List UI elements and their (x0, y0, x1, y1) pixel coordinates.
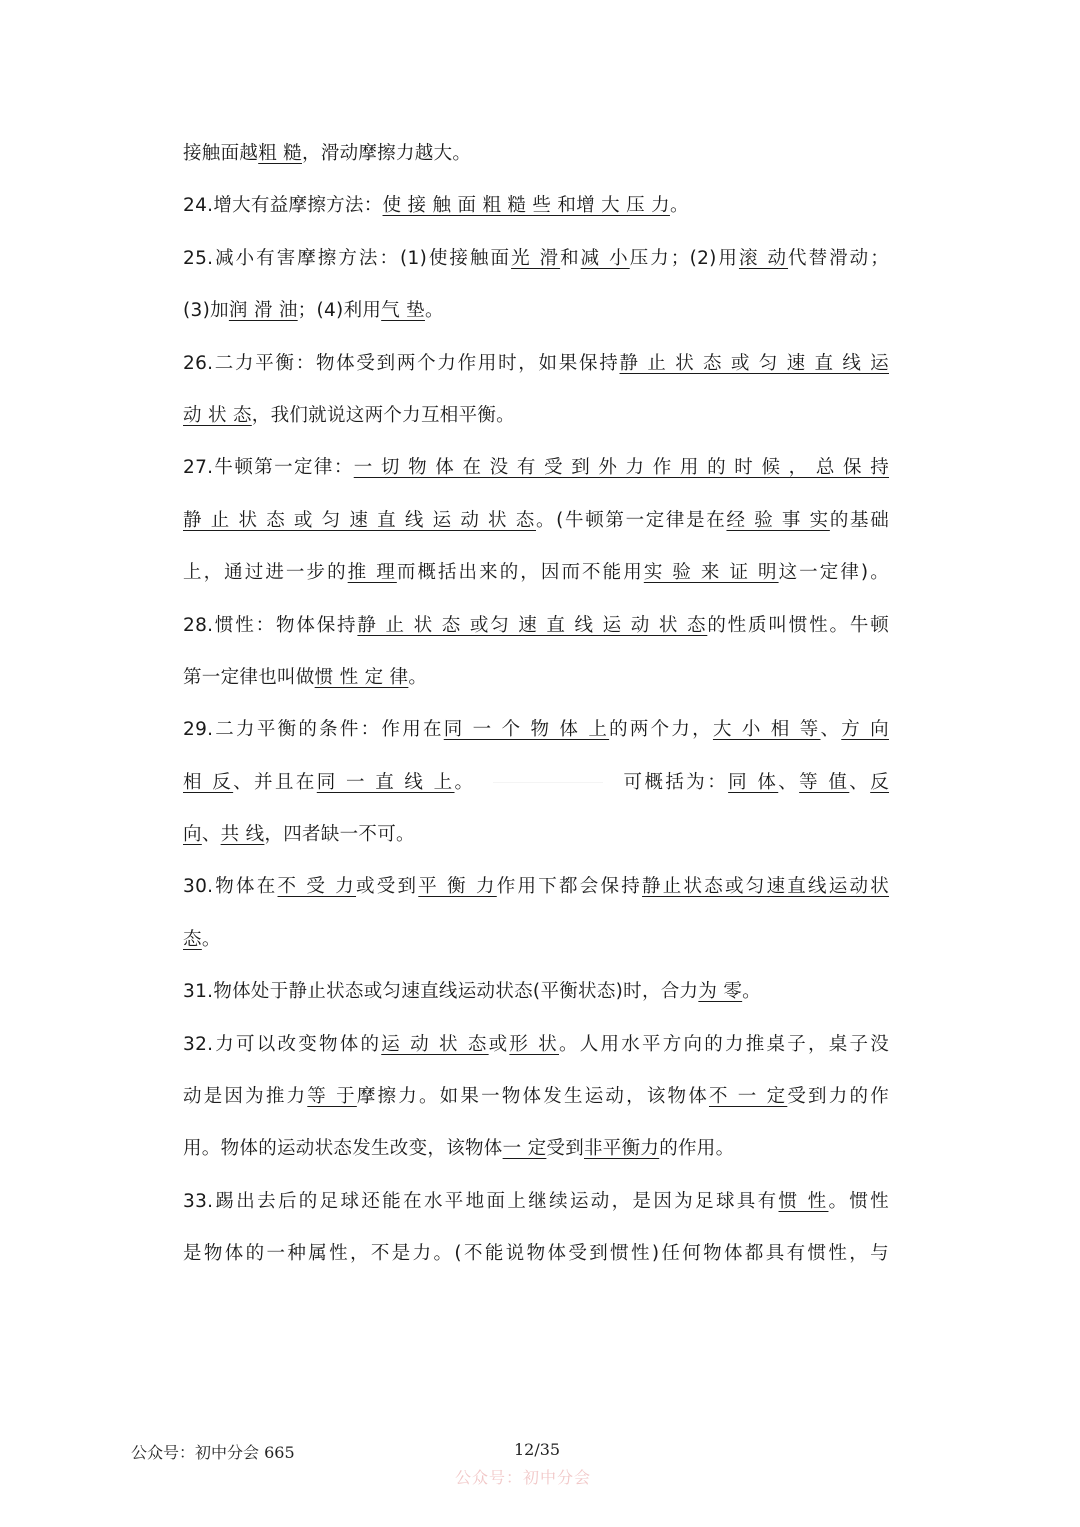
text-segment: 31.物体处于静止状态或匀速直线运动状态(平衡状态)时，合力 (183, 981, 699, 1003)
filled-answer: 惯 性 (778, 1190, 829, 1212)
text-line (183, 704, 889, 756)
text-line (183, 652, 889, 704)
text-segment: (3)加 (183, 300, 229, 322)
text-segment: 可概括为： (621, 771, 729, 793)
text-line (183, 1123, 889, 1175)
text-segment: 代替滑动； (788, 247, 890, 269)
filled-answer: 不 一 定 (708, 1086, 788, 1108)
filled-answer: 同 一 个 物 体 上 (443, 719, 610, 741)
filled-answer: 使 接 触 面 粗 糙 些 和增 大 压 力 (382, 195, 670, 217)
text-segment: 的基础 (829, 509, 889, 531)
filled-answer: 形 状 (509, 1033, 559, 1055)
text-segment: 第一定律也叫做 (183, 666, 315, 688)
text-segment: 作用下都会保持 (496, 876, 642, 898)
text-segment: 或受到 (356, 876, 419, 898)
text-segment: ，我们就说这两个力互相平衡。 (251, 404, 515, 426)
filled-answer: 反 (870, 771, 890, 793)
text-segment: 27.牛顿第一定律： (183, 457, 354, 479)
filled-answer: 运 动 状 态 (381, 1033, 489, 1055)
text-segment: 24.增大有益摩擦方法： (183, 195, 383, 217)
filled-answer: 非平衡力 (584, 1138, 660, 1160)
text-segment: 的作用。 (659, 1138, 735, 1160)
text-segment: 受到 (546, 1138, 584, 1160)
text-segment: ；(4)利用 (297, 300, 382, 322)
text-line (183, 1071, 889, 1123)
document-body (183, 128, 889, 1281)
filled-answer: 光 滑 (511, 247, 561, 269)
text-segment: 28.惯性：物体保持 (183, 614, 358, 636)
text-segment: 。人用水平方向的力推桌子，桌子没 (559, 1033, 889, 1055)
text-line (183, 128, 889, 180)
text-segment: ，滑动摩擦力越大。 (301, 143, 472, 164)
text-segment: 上，通过进一步的 (183, 562, 348, 584)
text-line (183, 233, 889, 285)
text-line (183, 809, 889, 861)
filled-answer: 静止状态或匀速直线运动状 (642, 876, 890, 898)
filled-answer: 共 线 (220, 824, 265, 846)
filled-answer: 实 验 来 证 明 (643, 562, 779, 584)
text-segment: 。(牛顿第一定律是在 (535, 509, 727, 531)
filled-answer: 态 (183, 928, 202, 950)
text-segment: 。 (669, 195, 689, 217)
filled-answer: 静 止 状 态 或 匀 速 直 线 运 动 状 态 (183, 509, 536, 531)
filled-answer: 惯 性 定 律 (314, 666, 409, 688)
text-segment: 用。物体的运动状态发生改变，该物体 (183, 1138, 503, 1160)
text-segment: 。 (424, 300, 444, 322)
text-line (183, 757, 889, 809)
text-line (183, 1019, 889, 1071)
filled-answer: 方 向 (841, 719, 889, 741)
text-line (183, 1228, 889, 1280)
text-segment: 和 (560, 247, 581, 269)
text-segment: 25.减小有害摩擦方法：(1)使接触面 (183, 247, 512, 269)
filled-answer: 减 小 (580, 247, 630, 269)
text-segment: 、并且在 (233, 771, 317, 793)
filled-answer: 粗 糙 (258, 143, 302, 164)
filled-answer: 滚 动 (739, 247, 789, 269)
text-segment: 26.二力平衡：物体受到两个力作用时，如果保持 (183, 352, 620, 374)
text-line (183, 285, 889, 337)
footer-account: 公众号：初中分会 665 (131, 1443, 295, 1462)
text-line (183, 861, 889, 913)
filled-answer: 向 (183, 824, 202, 846)
filled-answer: 大 小 相 等 (712, 719, 821, 741)
filled-answer: 等 值 (799, 771, 850, 793)
text-segment: 、 (820, 719, 842, 741)
text-line (183, 1176, 889, 1228)
filled-answer: 等 于 (307, 1086, 357, 1108)
text-segment: 30.物体在 (183, 876, 278, 898)
text-segment: 的性质叫惯性。牛顿 (707, 614, 890, 636)
text-segment: 29.二力平衡的条件：作用在 (183, 719, 444, 741)
filled-answer: 同 体 (728, 771, 779, 793)
blank-gap (493, 782, 603, 783)
filled-answer: 推 理 (347, 562, 397, 584)
text-segment: 。 (408, 666, 428, 688)
text-segment: 压力；(2)用 (629, 247, 739, 269)
text-segment: 。 (201, 928, 221, 950)
text-segment: 的两个力， (609, 719, 713, 741)
filled-answer: 同 一 直 线 上 (316, 771, 455, 793)
text-segment: 受到力的作 (787, 1086, 889, 1108)
text-segment: 32.力可以改变物体的 (183, 1033, 382, 1055)
text-segment: 。 (454, 771, 476, 793)
text-segment: 摩擦力。如果一物体发生运动，该物体 (356, 1086, 709, 1108)
filled-answer: 润 滑 油 (228, 300, 298, 322)
watermark-text: 公众号：初中分会 (455, 1468, 592, 1487)
filled-answer: 动 状 态 (183, 404, 252, 426)
text-segment: ，四者缺一不可。 (264, 824, 415, 846)
text-line (183, 495, 889, 547)
text-segment: 而概括出来的，因而不能用 (396, 562, 644, 584)
filled-answer: 相 反 (183, 771, 234, 793)
text-segment: 。惯性 (828, 1190, 889, 1212)
filled-answer: 为 零 (698, 981, 743, 1003)
filled-answer: 经 验 事 实 (726, 509, 830, 531)
text-segment: 是物体的一种属性，不是力。(不能说物体受到惯性)任何物体都具有惯性，与 (183, 1243, 889, 1265)
text-line (183, 390, 889, 442)
text-segment: 、 (201, 824, 221, 846)
filled-answer: 平 衡 力 (418, 876, 497, 898)
text-segment: 动是因为推力 (183, 1086, 308, 1108)
filled-answer: 一 定 (502, 1138, 547, 1160)
text-line (183, 600, 889, 652)
text-line (183, 914, 889, 966)
text-segment: 这一定律)。 (778, 562, 890, 584)
text-line (183, 180, 889, 232)
text-segment: 33.踢出去后的足球还能在水平地面上继续运动，是因为足球具有 (183, 1190, 779, 1212)
text-line (183, 338, 889, 390)
text-line (183, 966, 889, 1018)
text-line (183, 547, 889, 599)
filled-answer: 不 受 力 (277, 876, 357, 898)
text-segment: 接触面越 (183, 143, 259, 164)
filled-answer: 静 止 状 态 或匀 速 直 线 运 动 状 态 (357, 614, 708, 636)
text-line (183, 442, 889, 494)
text-segment: 、 (778, 771, 800, 793)
text-segment: 。 (742, 981, 761, 1003)
filled-answer: 气 垫 (381, 300, 425, 322)
page-number: 12/35 (514, 1440, 561, 1459)
filled-answer: 静 止 状 态 或 匀 速 直 线 运 (619, 352, 889, 374)
text-segment: 或 (488, 1033, 510, 1055)
text-segment: 、 (849, 771, 871, 793)
filled-answer: 一 切 物 体 在 没 有 受 到 外 力 作 用 的 时 候 ， 总 保 持 (353, 457, 890, 479)
